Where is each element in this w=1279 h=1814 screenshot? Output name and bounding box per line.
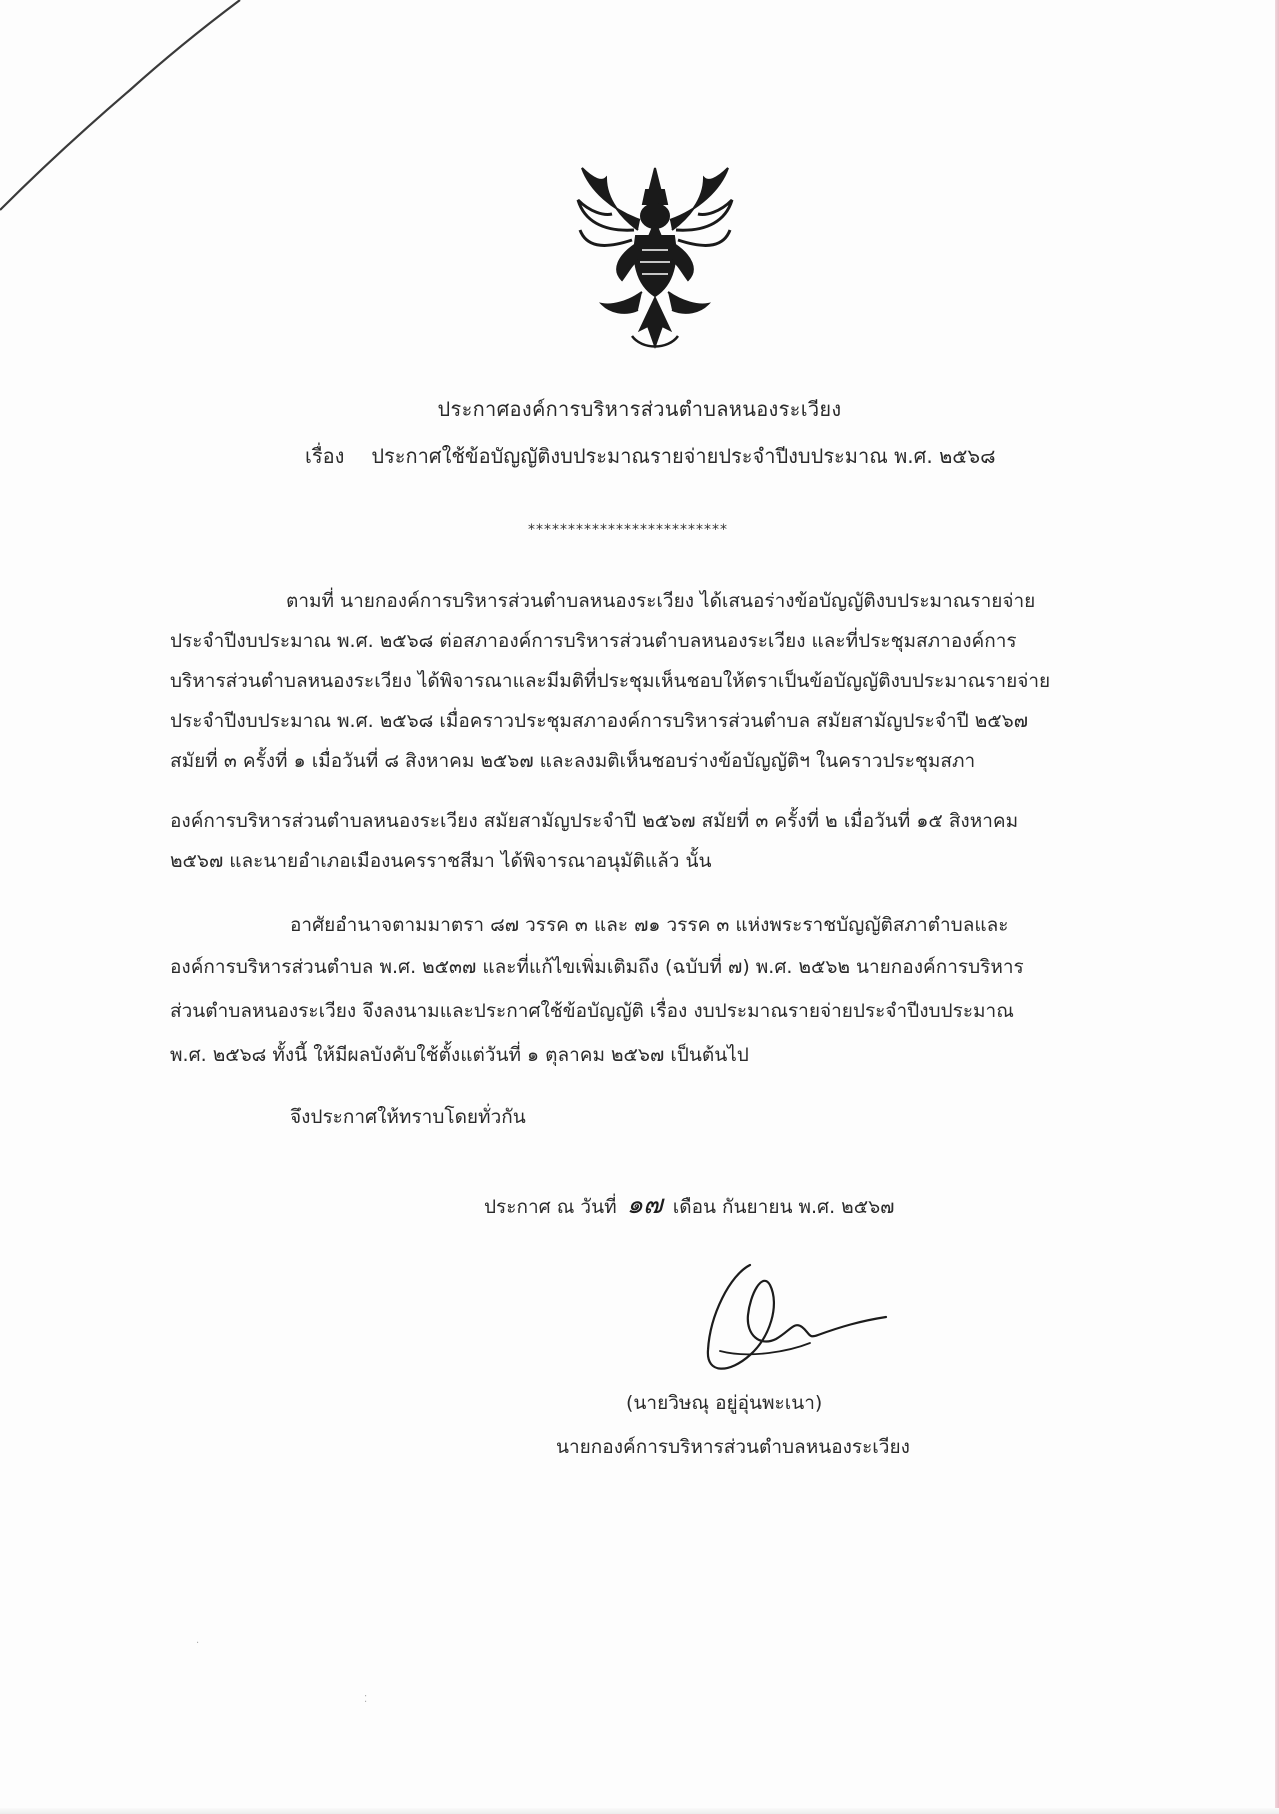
paragraph-line: อาศัยอำนาจตามมาตรา ๘๗ วรรค ๓ และ ๗๑ วรรค ๓ แห่งพระราชบัญญัติสภาตำบลและ xyxy=(290,914,1009,936)
paragraph-line: บริหารส่วนตำบลหนองระเวียง ได้พิจารณาและมีมติที่ประชุมเห็นชอบให้ตราเป็นข้อบัญญัติงบประมาณรายจ่าย xyxy=(170,670,1051,692)
paragraph-line: ประจำปีงบประมาณ พ.ศ. ๒๕๖๘ ต่อสภาองค์การบริหารส่วนตำบลหนองระเวียง และที่ประชุมสภาองค์การ xyxy=(170,630,1017,652)
paragraph-line: องค์การบริหารส่วนตำบล พ.ศ. ๒๕๓๗ และที่แก้ไขเพิ่มเติมถึง (ฉบับที่ ๗) พ.ศ. ๒๕๖๒ นายกองค์การบริหาร xyxy=(170,956,1024,978)
signatory-name: (นายวิษณุ อยู่อุ่นพะเนา) xyxy=(626,1392,823,1414)
page-edge-bottom xyxy=(0,1808,1279,1814)
closing-statement: จึงประกาศให้ทราบโดยทั่วกัน xyxy=(290,1106,526,1128)
paragraph-line: องค์การบริหารส่วนตำบลหนองระเวียง สมัยสามัญประจำปี ๒๕๖๗ สมัยที่ ๓ ครั้งที่ ๒ เมื่อวันที่ ๑๕ สิงหาคม xyxy=(170,810,1019,832)
signatory-position: นายกองค์การบริหารส่วนตำบลหนองระเวียง xyxy=(556,1436,910,1458)
scan-speck: · xyxy=(196,1638,200,1649)
announcement-subject xyxy=(305,440,996,472)
announcement-issuer: ประกาศองค์การบริหารส่วนตำบลหนองระเวียง xyxy=(437,397,842,421)
subject-text: ประกาศใช้ข้อบัญญัติงบประมาณรายจ่ายประจำปีงบประมาณ พ.ศ. ๒๕๖๘ xyxy=(371,444,996,468)
garuda-emblem xyxy=(572,160,738,360)
paragraph-line: สมัยที่ ๓ ครั้งที่ ๑ เมื่อวันที่ ๘ สิงหาคม ๒๕๖๗ และลงมติเห็นชอบร่างข้อบัญญัติฯ ในคราวประชุมสภา xyxy=(170,750,976,772)
paragraph-line: ประจำปีงบประมาณ พ.ศ. ๒๕๖๘ เมื่อคราวประชุมสภาองค์การบริหารส่วนตำบล สมัยสามัญประจำปี ๒๕๖๗ xyxy=(170,710,1029,732)
separator-stars: ************************* xyxy=(528,522,728,538)
paragraph-line: ส่วนตำบลหนองระเวียง จึงลงนามและประกาศใช้ข้อบัญญัติ เรื่อง งบประมาณรายจ่ายประจำปีงบประมาณ xyxy=(170,1000,1014,1022)
page-edge-right xyxy=(1275,0,1279,1814)
subject-label: เรื่อง xyxy=(305,444,345,468)
scan-fold-line xyxy=(0,0,260,220)
scan-speck: ⁚ xyxy=(364,1694,368,1705)
paragraph-line: ๒๕๖๗ และนายอำเภอเมืองนครราชสีมา ได้พิจารณาอนุมัติแล้ว นั้น xyxy=(170,850,712,872)
dateline-prefix: ประกาศ ณ วันที่ xyxy=(484,1196,617,1218)
dateline-day: ๑๗ xyxy=(626,1190,663,1220)
paragraph-line: ตามที่ นายกองค์การบริหารส่วนตำบลหนองระเวียง ได้เสนอร่างข้อบัญญัติงบประมาณรายจ่าย xyxy=(286,590,1036,612)
handwritten-signature xyxy=(690,1255,890,1385)
paragraph-line: พ.ศ. ๒๕๖๘ ทั้งนี้ ให้มีผลบังคับใช้ตั้งแต่วันที่ ๑ ตุลาคม ๒๕๖๗ เป็นต้นไป xyxy=(170,1044,749,1066)
dateline xyxy=(484,1192,894,1218)
dateline-suffix: เดือน กันยายน พ.ศ. ๒๕๖๗ xyxy=(672,1196,895,1218)
